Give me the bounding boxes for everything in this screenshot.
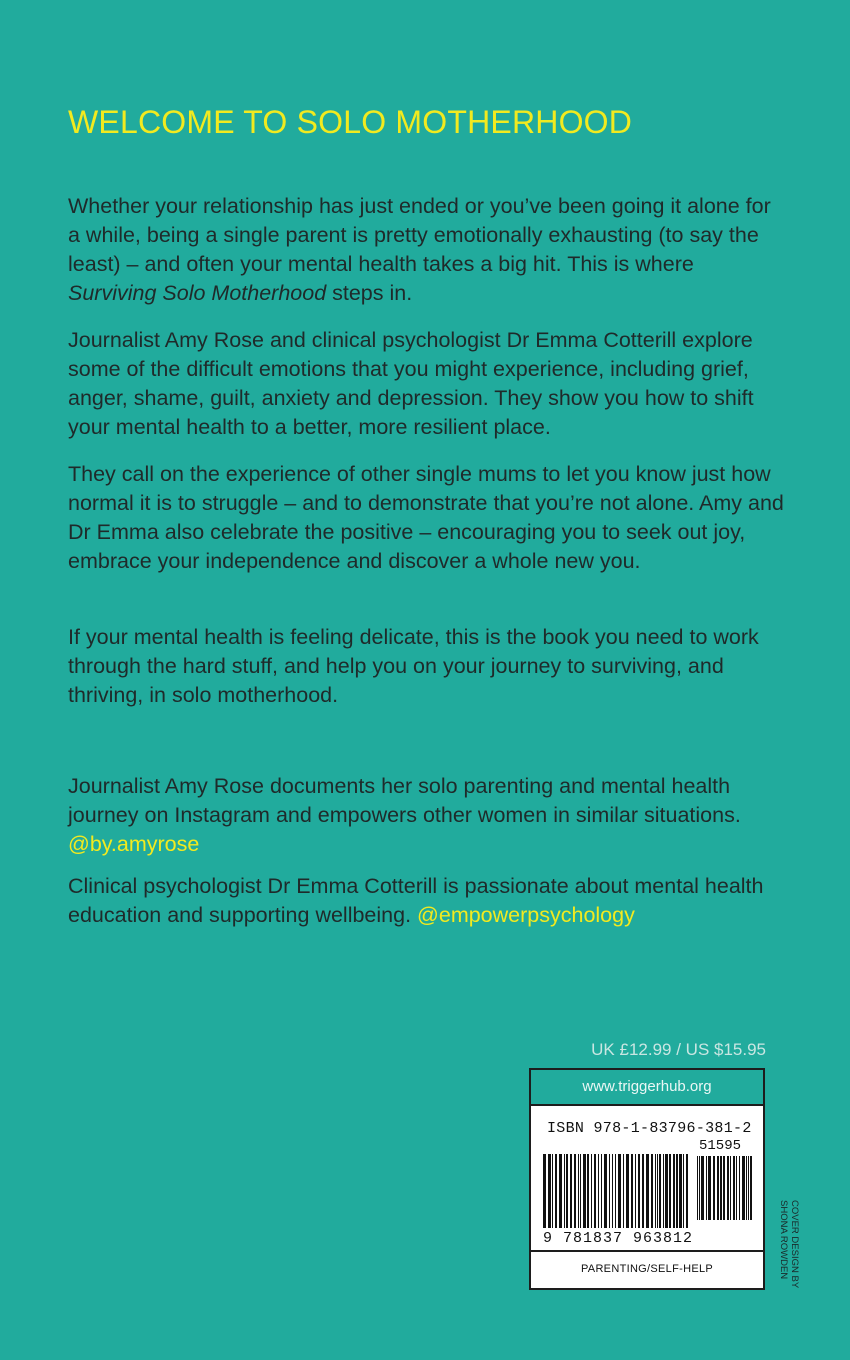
barcode-bar <box>642 1154 644 1228</box>
description-paragraph-3: They call on the experience of other single mums to let you know just how normal it is to struggle – and to demonstrate that you’re not alone. Amy and Dr Emma also celebrate the positive – encouraging you to seek out joy, embrace your independence and discover a whole new you. <box>68 462 784 573</box>
ean-barcode <box>541 1154 691 1234</box>
barcode-bar <box>717 1156 719 1220</box>
cover-credit-line-2: SHONA ROWDEN <box>778 1200 789 1280</box>
barcode-bar <box>736 1156 737 1220</box>
page-title: WELCOME TO SOLO MOTHERHOOD <box>68 104 633 140</box>
barcode-bar <box>594 1154 596 1228</box>
barcode-bar <box>746 1156 747 1220</box>
cover-credit-line-1: COVER DESIGN BY <box>789 1200 800 1289</box>
barcode-bar <box>618 1154 621 1228</box>
emma-instagram-handle: @empowerpsychology <box>417 903 635 927</box>
isbn-text: ISBN 978-1-83796-381-2 <box>547 1120 752 1137</box>
barcode-bar <box>626 1154 629 1228</box>
barcode-bar <box>623 1154 624 1228</box>
barcode-bar <box>701 1156 704 1220</box>
barcode-bar <box>555 1154 557 1228</box>
barcode-bar <box>713 1156 715 1220</box>
barcode-bar <box>559 1154 562 1228</box>
barcode-digits: 9 781837 963812 <box>543 1230 694 1247</box>
barcode-bar <box>601 1154 602 1228</box>
barcode-bar <box>651 1154 653 1228</box>
barcode-bar <box>686 1154 688 1228</box>
barcode-bar <box>638 1154 640 1228</box>
barcode-bar <box>578 1154 579 1228</box>
addon-barcode <box>695 1156 755 1226</box>
barcode-bar <box>676 1154 678 1228</box>
barcode-bar <box>655 1154 656 1228</box>
barcode-bar <box>580 1154 581 1228</box>
amy-instagram-handle: @by.amyrose <box>68 832 200 856</box>
barcode-bar <box>574 1154 576 1228</box>
barcode-bar <box>657 1154 658 1228</box>
barcode-bar <box>543 1154 546 1228</box>
barcode-bar <box>708 1156 711 1220</box>
barcode-bar <box>733 1156 735 1220</box>
author-bio-emma <box>68 872 788 930</box>
barcode-bar <box>683 1154 684 1228</box>
barcode-bar <box>646 1154 649 1228</box>
barcode-bar <box>659 1154 661 1228</box>
barcode-bar <box>591 1154 592 1228</box>
barcode-bar <box>750 1156 752 1220</box>
barcode-bar <box>564 1154 565 1228</box>
barcode-bar <box>669 1154 671 1228</box>
barcode-bar <box>739 1156 740 1220</box>
author-bio-amy <box>68 772 788 859</box>
barcode-bar <box>598 1154 599 1228</box>
barcode-bar <box>742 1156 745 1220</box>
category-label: PARENTING/SELF-HELP <box>531 1250 763 1288</box>
barcode-bar <box>673 1154 675 1228</box>
barcode-bar <box>679 1154 682 1228</box>
author-bio-amy-text: Journalist Amy Rose documents her solo parenting and mental health journey on Instagram and empowers other women in similar situations. <box>68 774 741 827</box>
barcode-bar <box>663 1154 664 1228</box>
price-label: UK £12.99 / US $15.95 <box>591 1040 766 1059</box>
cover-credit <box>778 1200 800 1288</box>
barcode-bar <box>727 1156 729 1220</box>
barcode-bar <box>723 1156 725 1220</box>
barcode-bar <box>730 1156 731 1220</box>
barcode-bar <box>552 1154 553 1228</box>
barcode-bar <box>612 1154 613 1228</box>
barcode-bar <box>583 1154 586 1228</box>
barcode-bar <box>570 1154 572 1228</box>
barcode-bar <box>665 1154 668 1228</box>
barcode-bar <box>566 1154 568 1228</box>
barcode-bar <box>720 1156 722 1220</box>
intro-text-start: Whether your relationship has just ended or you’ve been going it alone for a while, being a single parent is pretty emotionally exhausting (to say the least) – and often your mental health takes a big hit. This is where <box>68 194 771 276</box>
barcode-bar <box>587 1154 589 1228</box>
intro-paragraph <box>68 192 788 308</box>
barcode-bar <box>697 1156 698 1220</box>
barcode-bar <box>615 1154 616 1228</box>
barcode-bar <box>604 1154 607 1228</box>
publisher-url: www.triggerhub.org <box>531 1070 763 1106</box>
barcode-bar <box>631 1154 633 1228</box>
author-bio-emma-text: Clinical psychologist Dr Emma Cotterill is passionate about mental health education and supporting wellbeing. <box>68 874 764 927</box>
barcode-panel <box>529 1068 765 1290</box>
barcode-bar <box>548 1154 551 1228</box>
intro-text-end: steps in. <box>326 281 413 305</box>
barcode-bar <box>748 1156 749 1220</box>
barcode-bar <box>699 1156 700 1220</box>
barcode-bar <box>609 1154 610 1228</box>
barcode-bar <box>706 1156 707 1220</box>
description-paragraph-4: If your mental health is feeling delicate, this is the book you need to work through the hard stuff, and help you on your journey to surviving, and thriving, in solo motherhood. <box>68 625 759 707</box>
book-title: Surviving Solo Motherhood <box>68 281 327 305</box>
barcode-bar <box>635 1154 636 1228</box>
description-paragraph-2: Journalist Amy Rose and clinical psychologist Dr Emma Cotterill explore some of the difficult emotions that you might experience, including grief, anger, shame, guilt, anxiety and depression. They show you how to shift your mental health to a better, more resilient place. <box>68 328 754 439</box>
barcode-addon-number: 51595 <box>699 1138 742 1154</box>
